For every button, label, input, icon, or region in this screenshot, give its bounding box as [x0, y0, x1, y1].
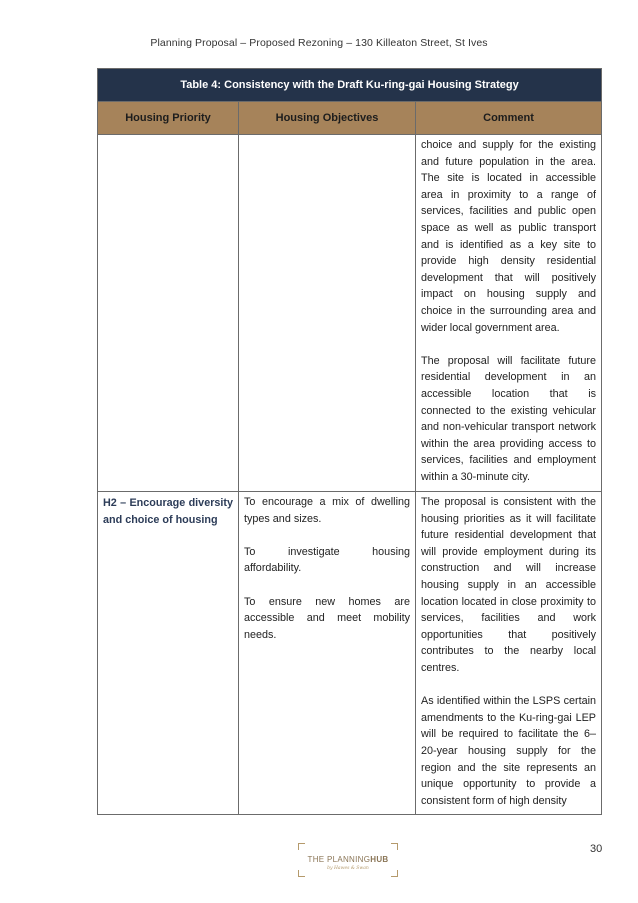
objectives-cell [239, 135, 416, 492]
document-header: Planning Proposal – Proposed Rezoning – 130 Killeaton Street, St Ives [150, 37, 488, 49]
objective-item: To ensure new homes are accessible and meet mobility needs. [244, 595, 410, 641]
table-title: Table 4: Consistency with the Draft Ku-ring-gai Housing Strategy [98, 69, 602, 102]
table-row [98, 135, 602, 492]
column-header-housing-objectives: Housing Objectives [239, 102, 416, 135]
logo-text-light: THE PLANNING [307, 855, 371, 864]
planning-hub-logo [298, 843, 398, 877]
comment-paragraph: choice and supply for the existing and future population in the area. The site is located in accessible area in proximity to a range of services, facilities and public open space as well as public transport and is identified as a key site to provide high density residential development that will positively impact on housing supply and choice in the surrounding area and wider local government area. [421, 139, 597, 334]
logo-tagline: by Hawes & Swan [327, 866, 369, 871]
page-number: 30 [590, 843, 603, 855]
consistency-table [97, 68, 602, 815]
objectives-cell [239, 492, 416, 815]
comment-paragraph: The proposal is consistent with the housing priorities as it will facilitate future residential development that will provide employment during its construction and will increase housing supply in an accessible location located in close proximity to services, facilities and work opportunities that positively contributes to the nearby local centres. [421, 496, 597, 674]
comment-cell [416, 492, 602, 815]
column-header-housing-priority: Housing Priority [98, 102, 239, 135]
priority-cell: H2 – Encourage diversity and choice of housing [98, 492, 239, 815]
priority-cell [98, 135, 239, 492]
objective-item: To encourage a mix of dwelling types and sizes. [244, 496, 410, 525]
comment-paragraph: As identified within the LSPS certain amendments to the Ku-ring-gai LEP will be required to facilitate the 6–20-year housing supply for the region and the site represents an unique opportunity to provide a consistent form of high density [421, 695, 597, 807]
table-row [98, 492, 602, 815]
objective-item: To investigate housing affordability. [244, 545, 410, 575]
comment-paragraph: The proposal will facilitate future residential development in an accessible location that is connected to the existing vehicular and non-vehicular transport network within the area providing access to services, facilities and employment within a 30-minute city. [421, 354, 597, 483]
logo-text-bold: HUB [370, 855, 389, 864]
comment-cell [416, 135, 602, 492]
column-header-comment: Comment [416, 102, 602, 135]
